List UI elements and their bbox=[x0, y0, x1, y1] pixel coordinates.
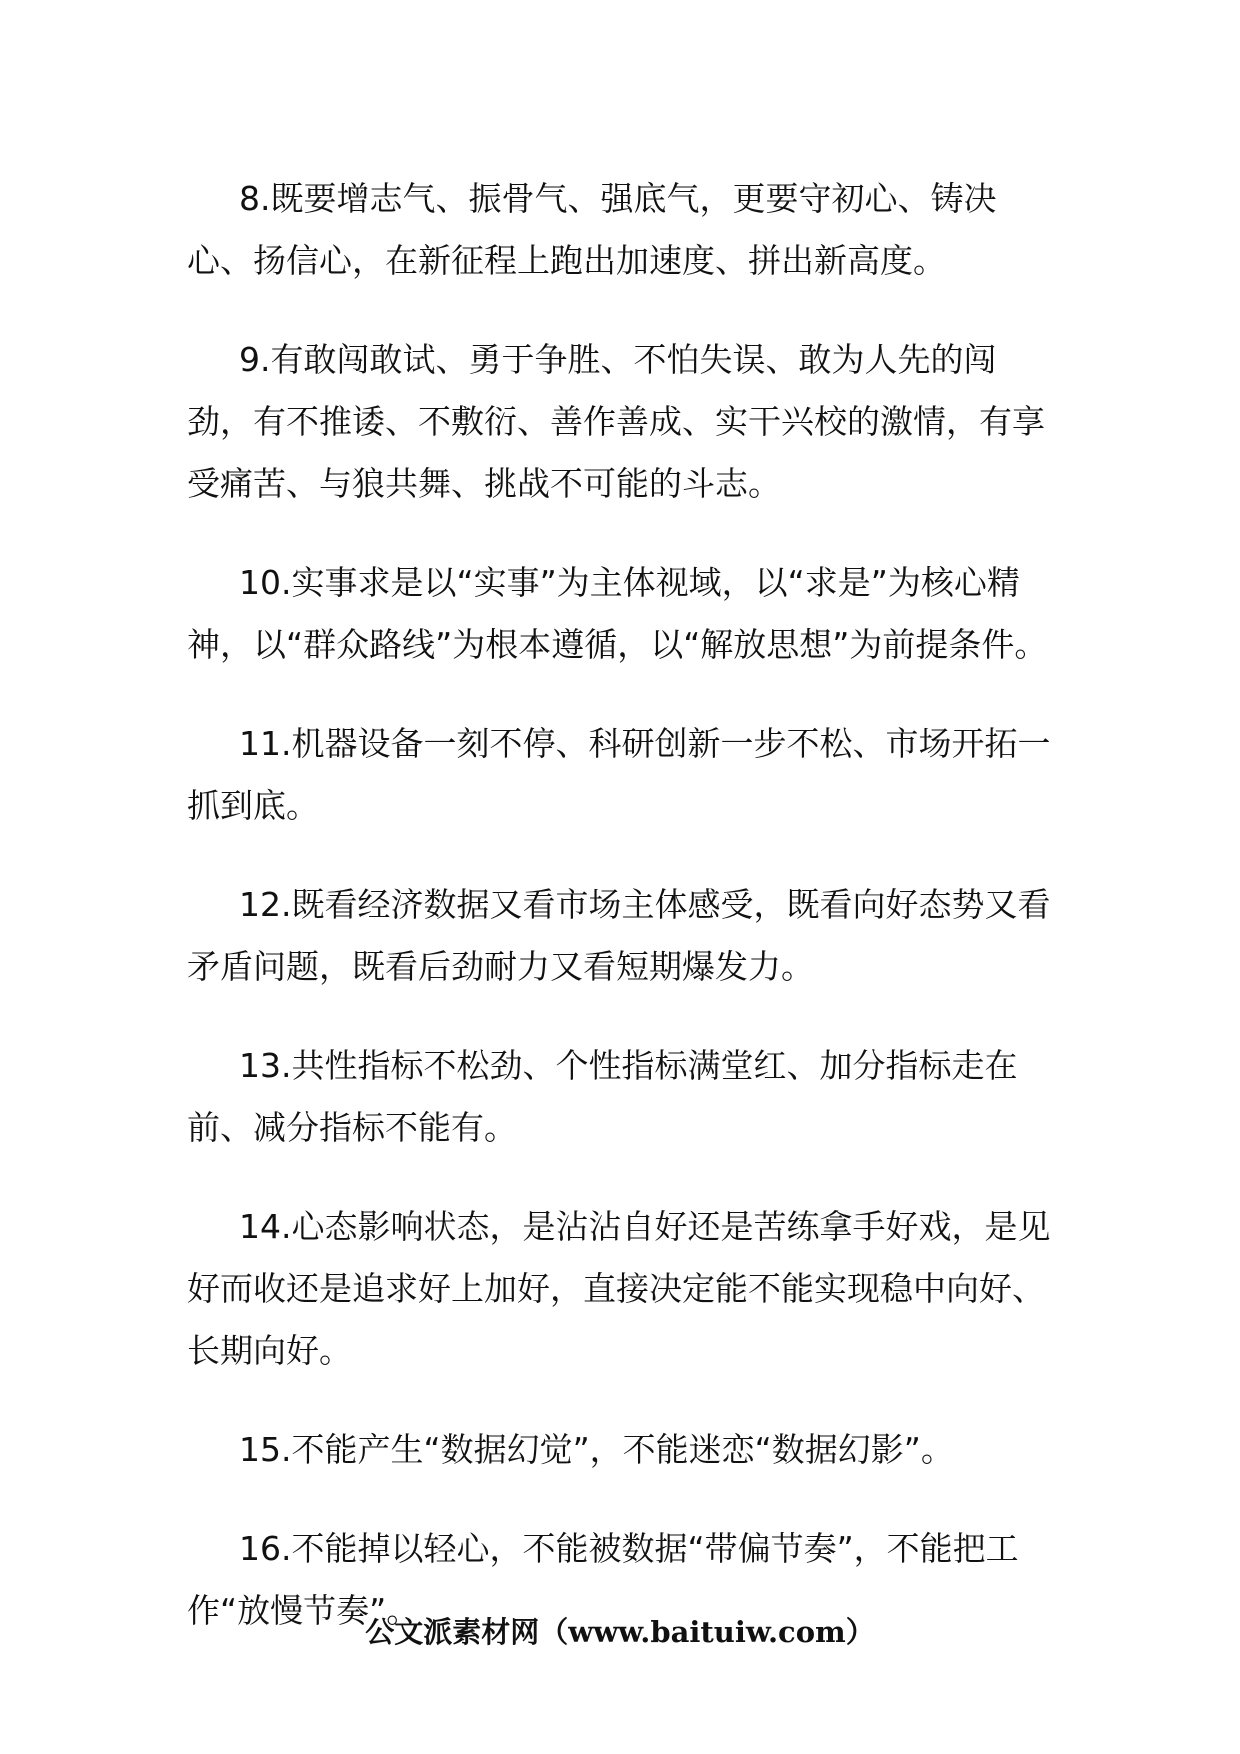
paragraph-14: 14.心态影响状态，是沾沾自好还是苦练拿手好戏，是见好而收还是追求好上加好，直接决定能不能实现稳中向好、长期向好。 bbox=[187, 1207, 1051, 1370]
paragraph-9: 9.有敢闯敢试、勇于争胜、不怕失误、敢为人先的闯劲，有不推诿、不敷衍、善作善成、实干兴校的激情，有享受痛苦、与狼共舞、挑战不可能的斗志。 bbox=[187, 340, 1045, 503]
paragraph-12: 12.既看经济数据又看市场主体感受，既看向好态势又看矛盾问题，既看后劲耐力又看短期爆发力。 bbox=[187, 885, 1051, 986]
paragraph-15: 15.不能产生“数据幻觉”，不能迷恋“数据幻影”。 bbox=[239, 1430, 954, 1469]
page-footer: 公文派素材网（www.baituiw.com） bbox=[365, 1615, 875, 1649]
paragraph-8: 8.既要增志气、振骨气、强底气，更要守初心、铸决心、扬信心，在新征程上跑出加速度、拼出新高度。 bbox=[187, 179, 997, 280]
paragraph-10: 10.实事求是以“实事”为主体视域，以“求是”为核心精神，以“群众路线”为根本遵循，以“解放思想”为前提条件。 bbox=[187, 563, 1048, 664]
paragraph-16: 16.不能掉以轻心，不能被数据“带偏节奏”，不能把工作“放慢节奏”。 bbox=[187, 1529, 1019, 1630]
document-body bbox=[187, 168, 1057, 1679]
paragraph-13: 13.共性指标不松劲、个性指标满堂红、加分指标走在前、减分指标不能有。 bbox=[187, 1046, 1018, 1147]
paragraph-11: 11.机器设备一刻不停、科研创新一步不松、市场开拓一抓到底。 bbox=[187, 724, 1051, 825]
